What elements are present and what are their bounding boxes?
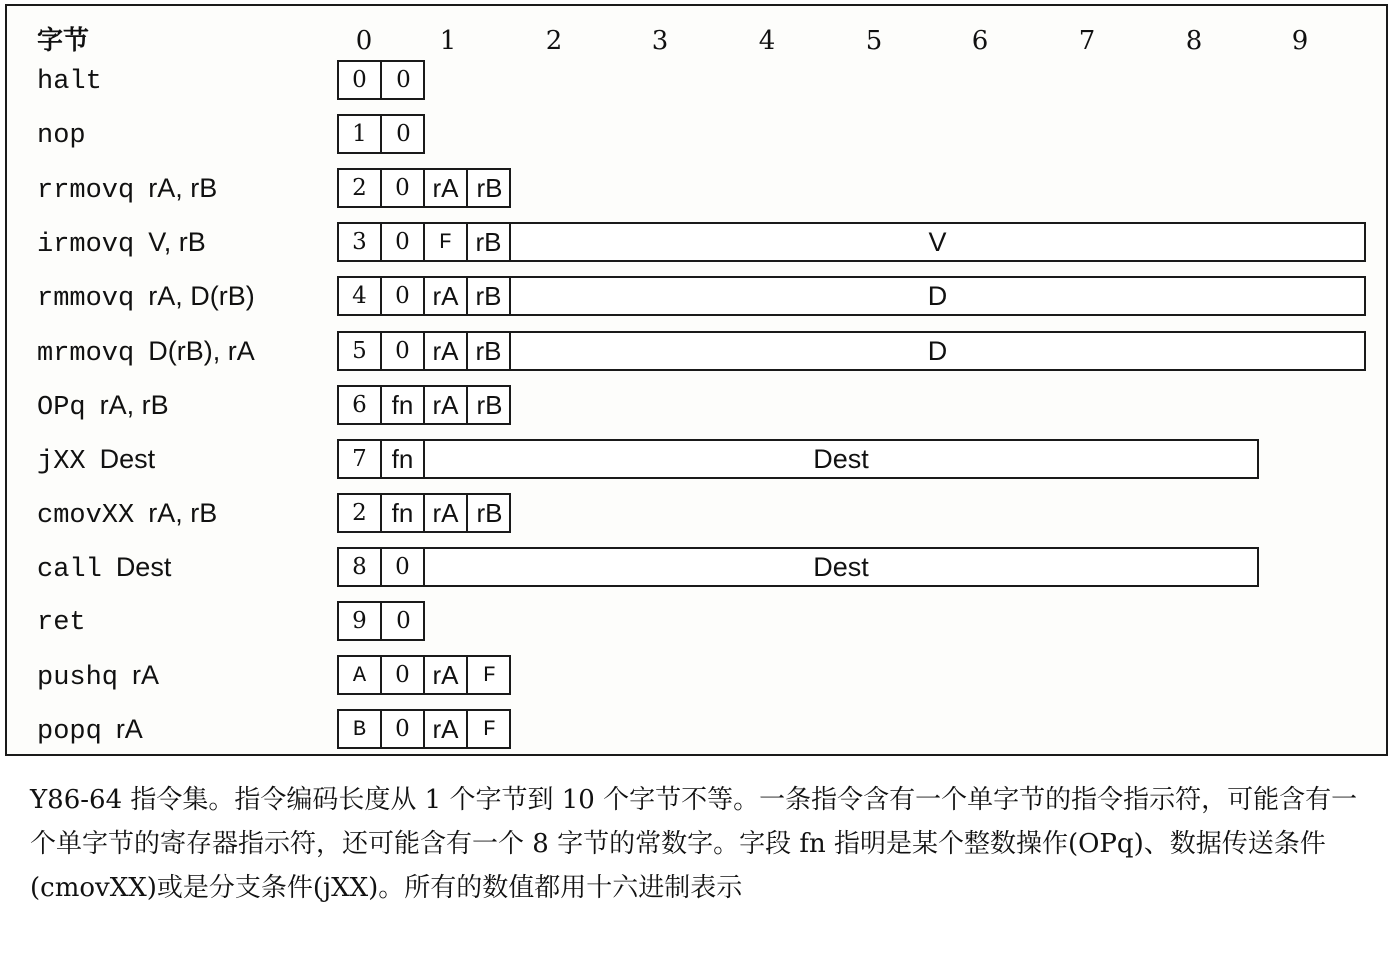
encoding-cell: rA	[425, 657, 468, 693]
encoding-cell: 0	[382, 657, 425, 693]
encoding-cell: 0	[382, 711, 425, 747]
byte-column-1: 1	[439, 26, 457, 56]
encoding-opq	[337, 385, 511, 425]
encoding-cell: 8	[339, 549, 382, 585]
operands: rA, D(rB)	[148, 281, 255, 311]
instruction-label-halt	[37, 60, 102, 100]
mnemonic: rrmovq	[37, 176, 135, 206]
instruction-label-popq	[37, 709, 143, 749]
encoding-field-dest: Dest	[813, 551, 869, 582]
operands: Dest	[115, 552, 172, 582]
encoding-ret	[337, 601, 425, 641]
encoding-halt	[337, 60, 425, 100]
instruction-label-ret	[37, 601, 86, 641]
encoding-cell: 0	[382, 333, 425, 369]
encoding-cell: rB	[476, 389, 503, 420]
encoding-cell: 9	[339, 603, 382, 639]
encoding-cell: 2	[339, 495, 382, 531]
mnemonic: rmmovq	[37, 284, 135, 314]
encoding-cell: 6	[339, 387, 382, 423]
mnemonic: mrmovq	[37, 339, 135, 369]
mnemonic: OPq	[37, 393, 86, 423]
instruction-label-pushq	[37, 655, 159, 695]
byte-column-6: 6	[971, 26, 989, 56]
mnemonic: ret	[37, 608, 86, 638]
operands: rA, rB	[148, 173, 218, 203]
instruction-label-irmovq	[37, 222, 206, 262]
encoding-cell: fn	[382, 495, 425, 531]
encoding-cell: fn	[382, 387, 425, 423]
byte-header-label: 字节	[37, 26, 90, 56]
encoding-nop	[337, 114, 425, 154]
byte-column-9: 9	[1291, 26, 1309, 56]
encoding-cell: rA	[425, 495, 468, 531]
encoding-cell: 3	[339, 224, 382, 260]
encoding-field-v: V	[928, 226, 947, 257]
byte-column-2: 2	[545, 26, 563, 56]
instruction-label-rmmovq	[37, 276, 255, 316]
mnemonic: jXX	[37, 447, 86, 477]
encoding-cell: A	[339, 657, 382, 693]
mnemonic: pushq	[37, 663, 119, 693]
encoding-cell: rB	[468, 333, 511, 369]
encoding-cell: 0	[382, 278, 425, 314]
encoding-cell: rA	[425, 170, 468, 206]
instruction-label-nop	[37, 114, 86, 154]
encoding-call	[337, 547, 1259, 587]
instruction-label-jxx	[37, 439, 155, 479]
encoding-cell: rB	[468, 224, 511, 260]
encoding-cell: 0	[382, 549, 425, 585]
mnemonic: call	[37, 555, 102, 585]
encoding-popq	[337, 709, 511, 749]
byte-column-4: 4	[758, 26, 776, 56]
encoding-cell: 2	[339, 170, 382, 206]
encoding-cell: rA	[425, 387, 468, 423]
encoding-cell: 0	[382, 170, 425, 206]
mnemonic: halt	[37, 67, 102, 97]
encoding-cell: B	[339, 711, 382, 747]
encoding-cmovxx	[337, 493, 511, 533]
instruction-label-mrmovq	[37, 331, 255, 371]
mnemonic: cmovXX	[37, 501, 135, 531]
byte-column-0: 0	[355, 26, 373, 56]
operands: rA	[115, 714, 143, 744]
instruction-label-call	[37, 547, 171, 587]
encoding-field-d: D	[927, 280, 948, 311]
encoding-cell: F	[482, 662, 497, 688]
encoding-cell: rB	[468, 278, 511, 314]
encoding-cell: fn	[382, 441, 425, 477]
operands: D(rB), rA	[148, 336, 255, 366]
operands: rA	[132, 660, 160, 690]
encoding-cell: 4	[339, 278, 382, 314]
operands: V, rB	[148, 227, 206, 257]
encoding-mrmovq	[337, 331, 1366, 371]
instruction-encoding-table	[5, 4, 1388, 756]
encoding-cell: F	[425, 224, 468, 260]
encoding-cell: rA	[425, 333, 468, 369]
encoding-cell: F	[482, 716, 497, 742]
instruction-label-opq	[37, 385, 169, 425]
encoding-cell: rA	[425, 278, 468, 314]
figure-caption: Y86-64 指令集。指令编码长度从 1 个字节到 10 个字节不等。一条指令含有一个单字节的指令指示符，可能含有一个单字节的寄存器指示符，还可能含有一个 8 字节的常数字。字段 fn 指明是某个整数操作(OPq)、数据传送条件(cmovXX)或是分支条件(jXX)。所有的数值都用十六进制表示	[30, 785, 1358, 903]
encoding-cell: 0	[382, 224, 425, 260]
encoding-cell: 0	[396, 67, 411, 93]
encoding-rrmovq	[337, 168, 511, 208]
encoding-cell: 5	[339, 333, 382, 369]
encoding-cell: 7	[339, 441, 382, 477]
operands: rA, rB	[99, 390, 169, 420]
instruction-label-cmovxx	[37, 493, 217, 533]
encoding-irmovq	[337, 222, 1366, 262]
byte-column-5: 5	[865, 26, 883, 56]
encoding-cell: rB	[476, 172, 503, 203]
operands: rA, rB	[148, 498, 218, 528]
byte-column-8: 8	[1185, 26, 1203, 56]
encoding-cell: rA	[425, 711, 468, 747]
instruction-label-rrmovq	[37, 168, 217, 208]
encoding-jxx	[337, 439, 1259, 479]
encoding-cell: 0	[396, 121, 411, 147]
encoding-cell: rB	[476, 497, 503, 528]
operands: Dest	[99, 444, 156, 474]
encoding-rmmovq	[337, 276, 1366, 316]
encoding-cell: 1	[339, 116, 382, 152]
encoding-pushq	[337, 655, 511, 695]
mnemonic: nop	[37, 121, 86, 151]
encoding-field-d: D	[927, 335, 948, 366]
byte-column-3: 3	[651, 26, 669, 56]
encoding-cell: 0	[339, 62, 382, 98]
mnemonic: irmovq	[37, 230, 135, 260]
byte-column-7: 7	[1078, 26, 1096, 56]
mnemonic: popq	[37, 717, 102, 747]
encoding-cell: 0	[396, 608, 411, 634]
encoding-field-dest: Dest	[813, 443, 869, 474]
